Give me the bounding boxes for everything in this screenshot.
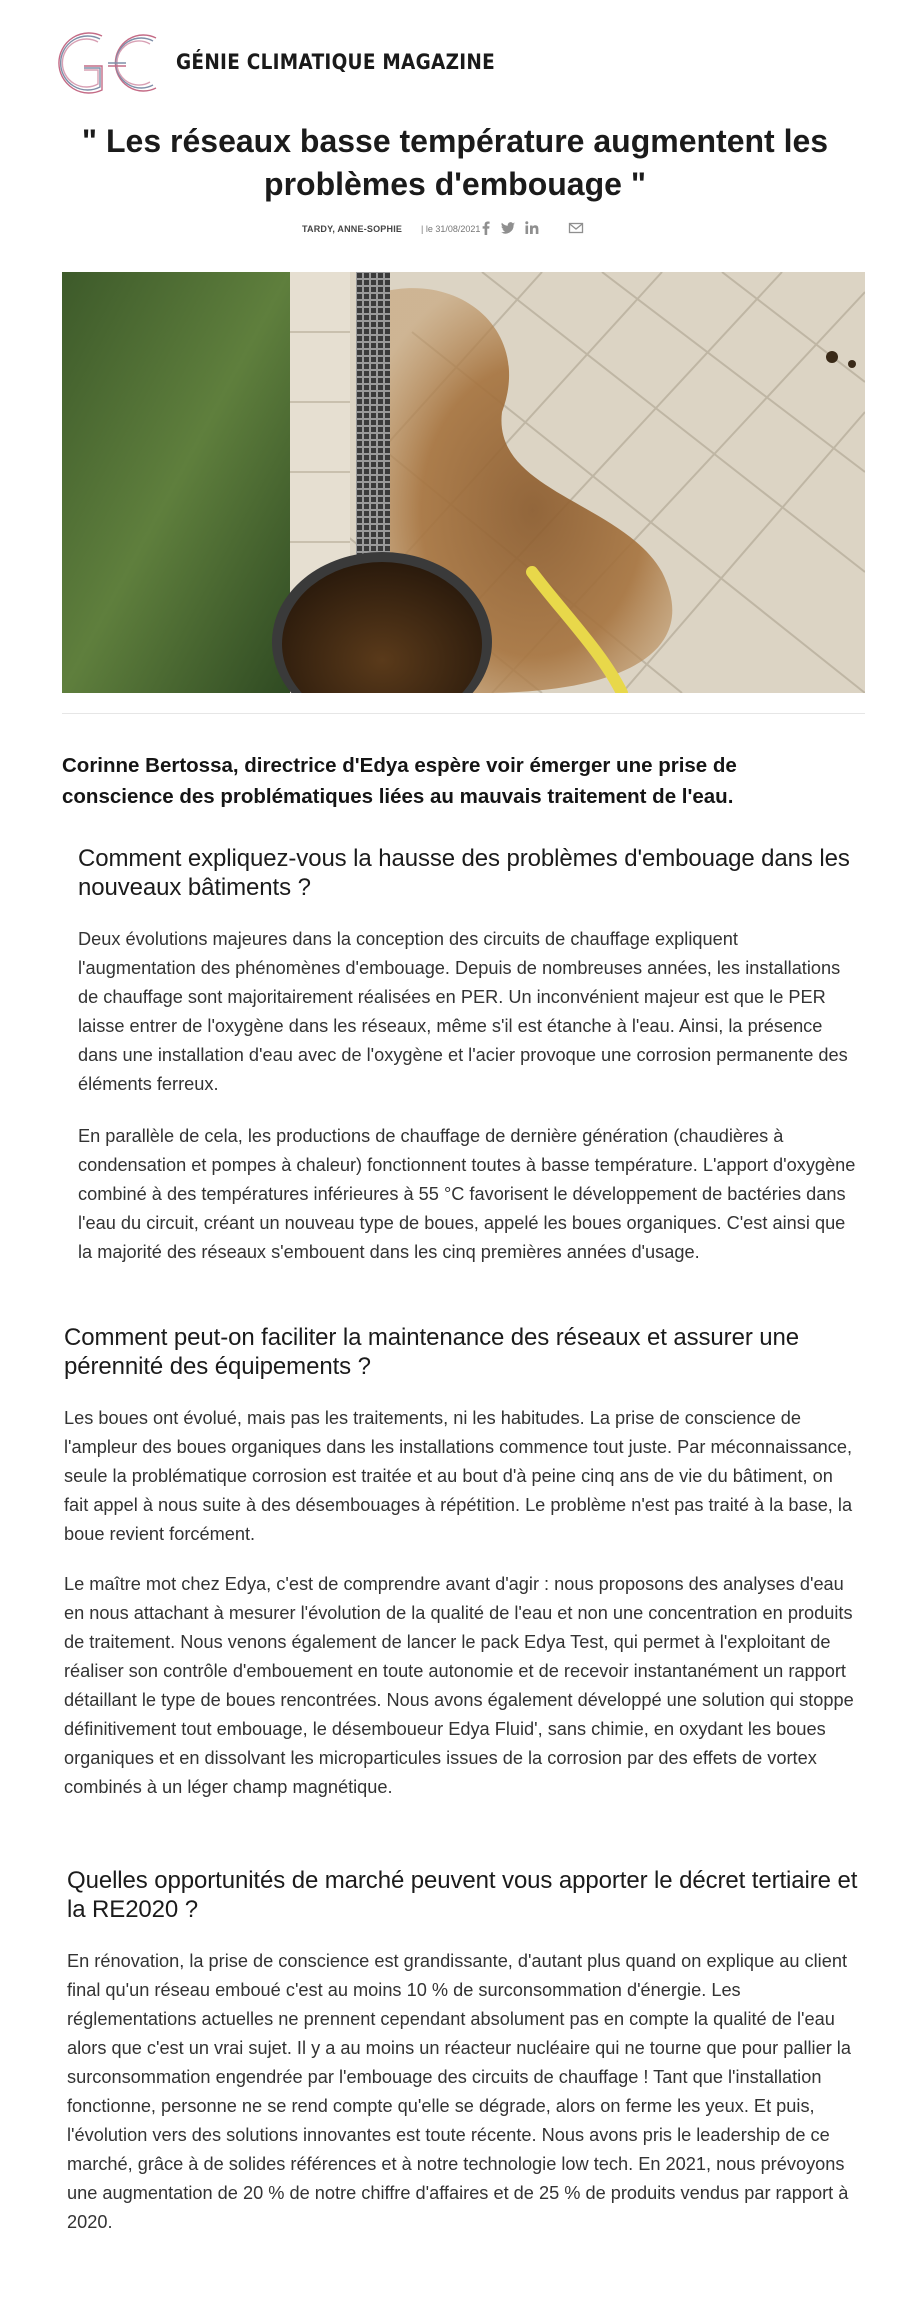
twitter-icon[interactable] xyxy=(500,220,516,236)
question-heading: Comment expliquez-vous la hausse des problèmes d'embouage dans les nouveaux bâtiments ? xyxy=(78,845,850,901)
answer-paragraph: Le maître mot chez Edya, c'est de comprendre avant d'agir : nous proposons des analyses d'eau en nous attachant à mesurer l'évolution de la qualité de l'eau et non une concentration en produits de traitement. Nous venons également de lancer le pack Edya Test, qui permet à l'exploitant de réaliser son contrôle d'embouement en toute autonomie et de recevoir instantanément un rapport détaillant le type de boues rencontrées. Nous avons également développé une solution qui stoppe définitivement tout embouage, le désemboueur Edya Fluid', sans chimie, en oxydant les boues organiques et en dissolvant les microparticules issues de la corrosion par des effets de vortex combinés à un léger champ magnétique. xyxy=(64,1574,854,1797)
article-lead: Corinne Bertossa, directrice d'Edya espère voir émerger une prise de conscience des problématiques liées au mauvais traitement de l'eau. xyxy=(62,754,737,808)
article-byline xyxy=(290,220,630,238)
site-name[interactable]: GÉNIE CLIMATIQUE MAGAZINE xyxy=(176,50,496,74)
facebook-icon[interactable] xyxy=(478,220,494,236)
answer-paragraph: En parallèle de cela, les productions de chauffage de dernière génération (chaudières à condensation et pompes à chaleur) fonctionnent toutes à basse température. L'apport d'oxygène combiné à des températures inférieures à 55 °C favorisent le développement de bactéries dans l'eau du circuit, créant un nouveau type de boues, appelé les boues organiques. C'est ainsi que la majorité des réseaux s'embouent dans les cinq premières années d'usage. xyxy=(78,1126,856,1262)
article-author[interactable]: TARDY, ANNE-SOPHIE xyxy=(302,224,403,234)
hero-divider xyxy=(62,713,865,714)
email-icon[interactable] xyxy=(568,220,584,236)
site-header xyxy=(50,22,870,104)
linkedin-icon[interactable] xyxy=(524,220,540,236)
hero-photo xyxy=(62,272,865,693)
answer-paragraph: Les boues ont évolué, mais pas les traitements, ni les habitudes. La prise de conscience de l'ampleur des boues organiques dans les installations commence tout juste. Par méconnaissance, seule la problématique corrosion est traitée et au bout d'à peine cinq ans de vie du bâtiment, on fait appel à nous suite à des désembouages à répétition. Le problème n'est pas traité à la base, la boue revient forcément. xyxy=(64,1408,853,1544)
question-heading: Quelles opportunités de marché peuvent vous apporter le décret tertiaire et la RE2020 ? xyxy=(67,1867,858,1923)
article-title: " Les réseaux basse température augmentent les problèmes d'embouage " xyxy=(81,123,829,202)
answer-paragraph: Deux évolutions majeures dans la conception des circuits de chauffage expliquent l'augmentation des phénomènes d'embouage. Depuis de nombreuses années, les installations de chauffage sont majoritairement réalisées en PER. Un inconvénient majeur est que le PER laisse entrer de l'oxygène dans les réseaux, même s'il est étanche à l'eau. Ainsi, la présence dans une installation d'eau avec de l'oxygène et l'acier provoque une corrosion permanente des éléments ferreux. xyxy=(78,929,848,1094)
answer-paragraph: En rénovation, la prise de conscience est grandissante, d'autant plus quand on explique au client final qu'un réseau emboué c'est au moins 10 % de surconsommation d'énergie. Les réglementations actuelles ne prennent cependant absolument pas en compte la qualité de l'eau alors que c'est un vrai sujet. Il y a au moins un réacteur nucléaire qui ne tourne que pour pallier la surconsommation engendrée par l'embouage des circuits de chauffage ! Tant que l'installation fonctionne, personne ne se rend compte qu'elle se dégrade, alors on ferme les yeux. Et puis, l'évolution vers des solutions innovantes est toute récente. Nous avons pris le leadership de ce marché, grâce à de solides références et à notre technologie low tech. En 2021, nous prévoyons une augmentation de 20 % de notre chiffre d'affaires et de 25 % de produits vendus par rapport à 2020. xyxy=(67,1951,851,2232)
gc-logo[interactable] xyxy=(50,22,160,104)
question-heading: Comment peut-on faciliter la maintenance des réseaux et assurer une pérennité des équipements ? xyxy=(64,1324,800,1380)
article-date: | le 31/08/2021 xyxy=(421,224,481,234)
